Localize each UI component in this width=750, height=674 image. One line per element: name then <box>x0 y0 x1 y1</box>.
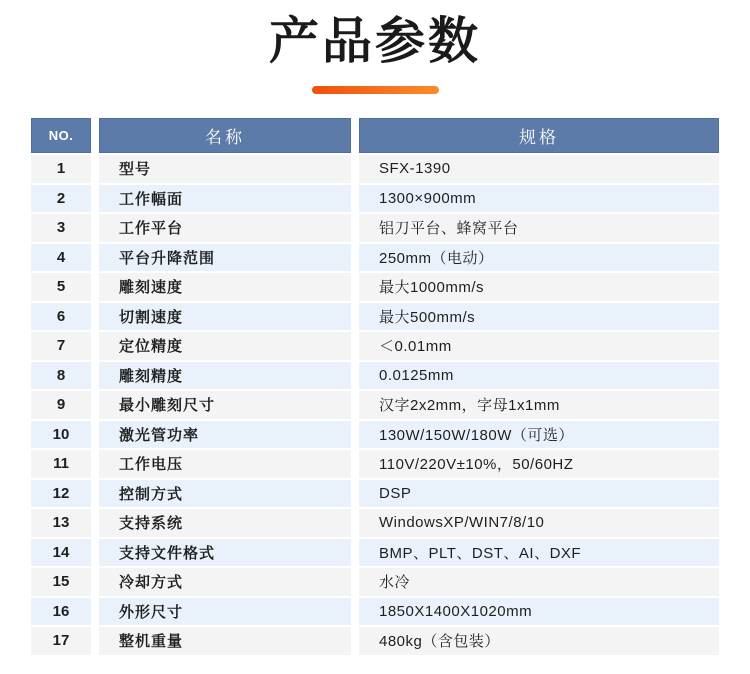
row-name-cell: 支持文件格式 <box>99 539 351 567</box>
table-row <box>31 185 719 213</box>
row-name-cell: 支持系统 <box>99 509 351 537</box>
row-name-cell: 平台升降范围 <box>99 244 351 272</box>
table-body <box>31 155 719 655</box>
header-cell-name: 名称 <box>99 118 351 153</box>
table-header-row <box>31 118 719 153</box>
row-spec-cell: 水冷 <box>359 568 719 596</box>
row-spec-cell: DSP <box>359 480 719 508</box>
row-number-cell: 9 <box>31 391 91 419</box>
row-number-cell: 6 <box>31 303 91 331</box>
header-cell-spec: 规格 <box>359 118 719 153</box>
table-row <box>31 509 719 537</box>
table-row <box>31 539 719 567</box>
row-number-cell: 16 <box>31 598 91 626</box>
row-name-cell: 冷却方式 <box>99 568 351 596</box>
table-row <box>31 598 719 626</box>
row-name-cell: 雕刻精度 <box>99 362 351 390</box>
row-spec-cell: 0.0125mm <box>359 362 719 390</box>
row-spec-cell: 最大1000mm/s <box>359 273 719 301</box>
page-title: 产品参数 <box>269 13 481 69</box>
row-number-cell: 13 <box>31 509 91 537</box>
row-number-cell: 4 <box>31 244 91 272</box>
row-name-cell: 控制方式 <box>99 480 351 508</box>
row-number-cell: 3 <box>31 214 91 242</box>
row-name-cell: 工作幅面 <box>99 185 351 213</box>
row-name-cell: 型号 <box>99 155 351 183</box>
row-number-cell: 12 <box>31 480 91 508</box>
row-spec-cell: SFX-1390 <box>359 155 719 183</box>
row-name-cell: 定位精度 <box>99 332 351 360</box>
row-number-cell: 11 <box>31 450 91 478</box>
row-spec-cell: 铝刀平台、蜂窝平台 <box>359 214 719 242</box>
row-spec-cell: 130W/150W/180W（可选） <box>359 421 719 449</box>
row-spec-cell: 480kg（含包装） <box>359 627 719 655</box>
table-row <box>31 273 719 301</box>
row-spec-cell: ＜0.01mm <box>359 332 719 360</box>
row-name-cell: 激光管功率 <box>99 421 351 449</box>
row-spec-cell: 汉字2x2mm，字母1x1mm <box>359 391 719 419</box>
table-row <box>31 480 719 508</box>
product-spec-table <box>31 118 719 655</box>
row-number-cell: 15 <box>31 568 91 596</box>
row-number-cell: 14 <box>31 539 91 567</box>
row-number-cell: 8 <box>31 362 91 390</box>
row-spec-cell: 1300×900mm <box>359 185 719 213</box>
table-row <box>31 332 719 360</box>
row-name-cell: 整机重量 <box>99 627 351 655</box>
table-row <box>31 421 719 449</box>
row-spec-cell: 最大500mm/s <box>359 303 719 331</box>
table-row <box>31 627 719 655</box>
table-row <box>31 244 719 272</box>
row-spec-cell: BMP、PLT、DST、AI、DXF <box>359 539 719 567</box>
table-row <box>31 303 719 331</box>
row-name-cell: 雕刻速度 <box>99 273 351 301</box>
table-row <box>31 391 719 419</box>
row-number-cell: 5 <box>31 273 91 301</box>
table-row <box>31 450 719 478</box>
table-row <box>31 362 719 390</box>
row-name-cell: 工作平台 <box>99 214 351 242</box>
table-row <box>31 568 719 596</box>
row-spec-cell: WindowsXP/WIN7/8/10 <box>359 509 719 537</box>
row-number-cell: 1 <box>31 155 91 183</box>
title-underline-decoration <box>312 86 439 94</box>
row-name-cell: 工作电压 <box>99 450 351 478</box>
row-number-cell: 10 <box>31 421 91 449</box>
row-number-cell: 17 <box>31 627 91 655</box>
row-name-cell: 最小雕刻尺寸 <box>99 391 351 419</box>
row-spec-cell: 110V/220V±10%，50/60HZ <box>359 450 719 478</box>
header-cell-no: NO. <box>31 118 91 153</box>
table-row <box>31 155 719 183</box>
row-spec-cell: 1850X1400X1020mm <box>359 598 719 626</box>
row-number-cell: 7 <box>31 332 91 360</box>
row-spec-cell: 250mm（电动） <box>359 244 719 272</box>
row-number-cell: 2 <box>31 185 91 213</box>
row-name-cell: 外形尺寸 <box>99 598 351 626</box>
table-row <box>31 214 719 242</box>
row-name-cell: 切割速度 <box>99 303 351 331</box>
